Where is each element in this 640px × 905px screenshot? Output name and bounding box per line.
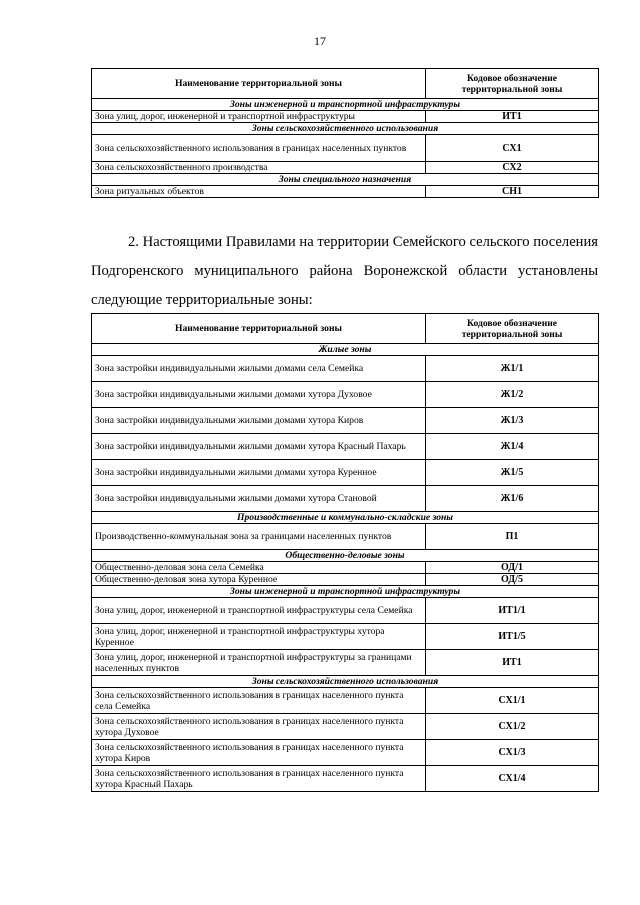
zone-code-cell: СХ2 — [426, 162, 599, 174]
table-row — [92, 688, 599, 714]
zone-code-cell: ИТ1/5 — [426, 624, 599, 650]
zone-code-cell: Ж1/2 — [426, 382, 599, 408]
zone-name-cell: Зона сельскохозяйственного использования в границах населенных пунктов — [92, 135, 426, 162]
zone-name-cell: Зона ритуальных объектов — [92, 186, 426, 198]
zone-name-cell: Производственно-коммунальная зона за границами населенных пунктов — [92, 524, 426, 550]
table-row — [92, 574, 599, 586]
zone-code-cell: СН1 — [426, 186, 599, 198]
zone-code-cell: ИТ1 — [426, 111, 599, 123]
zone-code-cell: СХ1 — [426, 135, 599, 162]
zone-name-cell: Зона сельскохозяйственного использования в границах населенного пункта хутора Киров — [92, 740, 426, 766]
table-row — [92, 382, 599, 408]
table-row — [92, 766, 599, 792]
table-row — [92, 186, 599, 198]
zone-name-cell: Зона сельскохозяйственного использования в границах населенного пункта села Семейка — [92, 688, 426, 714]
zone-code-cell: ИТ1/1 — [426, 598, 599, 624]
table-row — [92, 524, 599, 550]
table-header-row — [92, 314, 599, 344]
table-row — [92, 650, 599, 676]
zone-code-cell: Ж1/6 — [426, 486, 599, 512]
zone-code-cell: СХ1/1 — [426, 688, 599, 714]
zone-code-cell: СХ1/4 — [426, 766, 599, 792]
table-group-row — [92, 512, 599, 524]
zone-group-title: Производственные и коммунально-складские зоны — [92, 512, 599, 524]
table-group-row — [92, 99, 599, 111]
zone-name-cell: Общественно-деловая зона села Семейка — [92, 562, 426, 574]
zone-code-cell: П1 — [426, 524, 599, 550]
table-row — [92, 714, 599, 740]
zone-name-cell: Зона застройки индивидуальными жилыми домами хутора Киров — [92, 408, 426, 434]
table-group-row — [92, 344, 599, 356]
header-zone-code: Кодовое обозначение территориальной зоны — [426, 314, 599, 344]
zone-code-cell: Ж1/3 — [426, 408, 599, 434]
zone-name-cell: Зона улиц, дорог, инженерной и транспортной инфраструктуры села Семейка — [92, 598, 426, 624]
zones-table-2 — [91, 313, 599, 792]
page-number: 17 — [314, 34, 326, 48]
header-zone-code: Кодовое обозначение территориальной зоны — [426, 69, 599, 99]
table-row — [92, 486, 599, 512]
zone-name-cell: Зона сельскохозяйственного использования в границах населенного пункта хутора Духовое — [92, 714, 426, 740]
table-row — [92, 460, 599, 486]
zone-code-cell: ОД/1 — [426, 562, 599, 574]
table-row — [92, 740, 599, 766]
zone-code-cell: ИТ1 — [426, 650, 599, 676]
table-group-row — [92, 123, 599, 135]
zone-group-title: Зоны инженерной и транспортной инфраструктуры — [92, 99, 599, 111]
zone-name-cell: Зона застройки индивидуальными жилыми домами села Семейка — [92, 356, 426, 382]
zone-name-cell: Зона улиц, дорог, инженерной и транспортной инфраструктуры хутора Куренное — [92, 624, 426, 650]
zone-group-title: Зоны специального назначения — [92, 174, 599, 186]
zones-table-1 — [91, 68, 599, 198]
zone-name-cell: Зона застройки индивидуальными жилыми домами хутора Куренное — [92, 460, 426, 486]
zone-name-cell: Зона застройки индивидуальными жилыми домами хутора Красный Пахарь — [92, 434, 426, 460]
table-group-row — [92, 586, 599, 598]
header-zone-name: Наименование территориальной зоны — [92, 69, 426, 99]
zone-name-cell: Зона улиц, дорог, инженерной и транспортной инфраструктуры — [92, 111, 426, 123]
table-group-row — [92, 174, 599, 186]
zone-code-cell: Ж1/5 — [426, 460, 599, 486]
table-row — [92, 562, 599, 574]
zone-group-title: Зоны сельскохозяйственного использования — [92, 676, 599, 688]
table-row — [92, 434, 599, 460]
zone-name-cell: Зона застройки индивидуальными жилыми домами хутора Духовое — [92, 382, 426, 408]
zone-group-title: Общественно-деловые зоны — [92, 550, 599, 562]
table-row — [92, 624, 599, 650]
table-header-row — [92, 69, 599, 99]
table-row — [92, 162, 599, 174]
table-group-row — [92, 550, 599, 562]
zone-code-cell: СХ1/2 — [426, 714, 599, 740]
zone-code-cell: Ж1/4 — [426, 434, 599, 460]
zone-name-cell: Общественно-деловая зона хутора Куренное — [92, 574, 426, 586]
table-row — [92, 135, 599, 162]
rules-paragraph: 2. Настоящими Правилами на территории Семейского сельского поселения Подгоренского муниципального района Воронежской области установлены следующие территориальные зоны: — [91, 234, 598, 308]
zone-code-cell: ОД/5 — [426, 574, 599, 586]
table-row — [92, 598, 599, 624]
table-row — [92, 408, 599, 434]
zone-group-title: Зоны сельскохозяйственного использования — [92, 123, 599, 135]
zone-group-title: Жилые зоны — [92, 344, 599, 356]
zone-name-cell: Зона улиц, дорог, инженерной и транспортной инфраструктуры за границами населенных пунктов — [92, 650, 426, 676]
table-row — [92, 356, 599, 382]
zone-name-cell: Зона сельскохозяйственного использования в границах населенного пункта хутора Красный Пахарь — [92, 766, 426, 792]
zone-group-title: Зоны инженерной и транспортной инфраструктуры — [92, 586, 599, 598]
table-row — [92, 111, 599, 123]
zone-name-cell: Зона сельскохозяйственного производства — [92, 162, 426, 174]
zone-code-cell: СХ1/3 — [426, 740, 599, 766]
table-group-row — [92, 676, 599, 688]
header-zone-name: Наименование территориальной зоны — [92, 314, 426, 344]
zone-name-cell: Зона застройки индивидуальными жилыми домами хутора Становой — [92, 486, 426, 512]
zone-code-cell: Ж1/1 — [426, 356, 599, 382]
